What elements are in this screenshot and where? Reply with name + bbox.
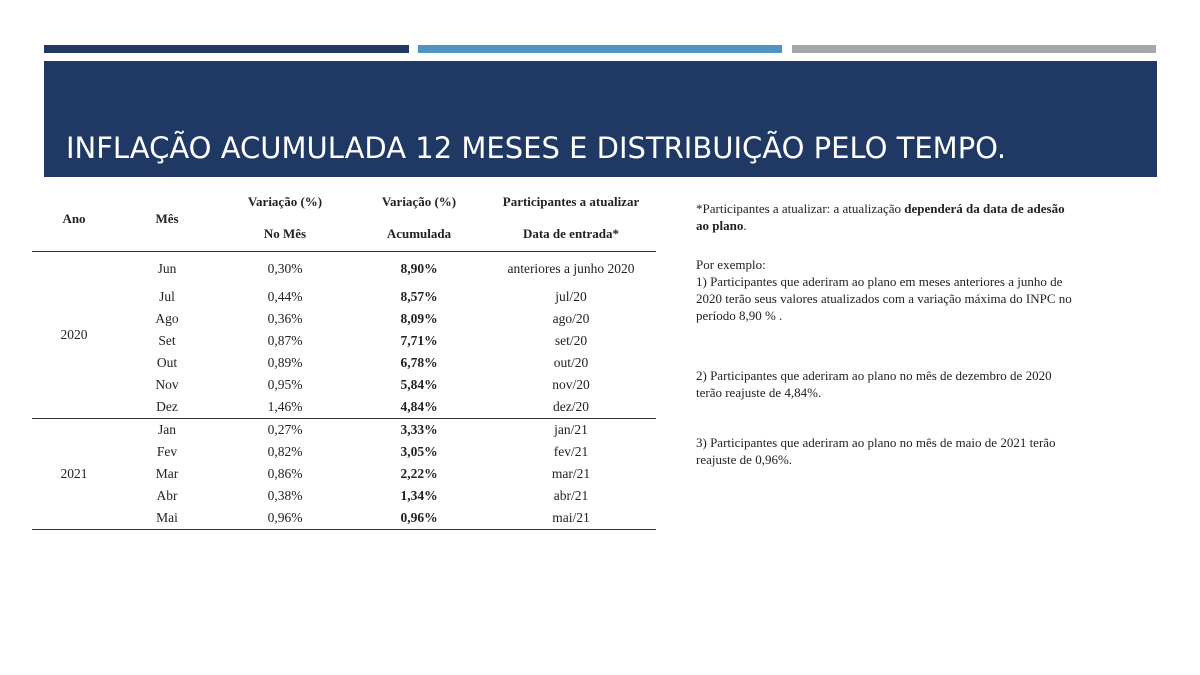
data-entrada-cell: nov/20 (552, 377, 590, 392)
table-row (32, 463, 656, 485)
table-row (32, 352, 656, 374)
variacao-mes-cell: 0,86% (267, 466, 303, 481)
variacao-acumulada-cell: 1,34% (400, 488, 438, 503)
title-band (44, 61, 1157, 177)
data-entrada-cell: set/20 (554, 333, 588, 348)
variacao-acumulada-cell: 6,78% (400, 355, 438, 370)
data-entrada-cell: jul/20 (555, 289, 587, 304)
accent-bar-gray (792, 45, 1156, 53)
slide-title: INFLAÇÃO ACUMULADA 12 MESES E DISTRIBUIÇÃO PELO TEMPO. (66, 131, 1007, 165)
variacao-mes-cell: 0,30% (267, 261, 303, 276)
data-entrada-cell: fev/21 (553, 444, 589, 459)
header-variacao-mes-top: Variação (%) (247, 194, 323, 209)
notes-item-2: 2) Participantes que aderiram ao plano no mês de dezembro de 2020 terão reajuste de 4,84%. (696, 368, 1052, 400)
data-entrada-cell: out/20 (553, 355, 589, 370)
table-row (32, 374, 656, 396)
notes-panel (696, 200, 1076, 468)
variacao-acumulada-cell: 5,84% (400, 377, 438, 392)
notes-example-label: Por exemplo: (696, 257, 766, 272)
month-cell: Set (158, 333, 176, 348)
table-row (32, 252, 656, 287)
month-cell: Nov (155, 377, 179, 392)
variacao-acumulada-cell: 0,96% (352, 507, 486, 530)
variacao-mes-cell: 0,95% (267, 377, 303, 392)
table-row (32, 507, 656, 530)
table-row (32, 286, 656, 308)
notes-intro-bold: dependerá da data de adesão ao plano (696, 201, 1065, 233)
notes-item-3: 3) Participantes que aderiram ao plano no mês de maio de 2021 terão reajuste de 0,96%. (696, 435, 1056, 467)
table-row (32, 485, 656, 507)
variacao-acumulada-cell: 3,33% (400, 422, 438, 437)
month-cell: Out (156, 355, 178, 370)
year-cell: 2021 (32, 419, 116, 530)
header-variacao-acumulada-top: Variação (%) (381, 194, 457, 209)
table-row (32, 396, 656, 419)
variacao-mes-cell: 0,82% (267, 444, 303, 459)
month-cell: Abr (156, 488, 178, 503)
inflation-table (32, 187, 656, 530)
table-row (32, 308, 656, 330)
variacao-acumulada-cell: 4,84% (352, 396, 486, 419)
header-variacao-mes-bottom: No Mês (263, 226, 307, 241)
variacao-mes-cell: 0,27% (267, 422, 303, 437)
notes-intro-end: . (743, 218, 747, 233)
data-entrada-cell: mai/21 (486, 507, 656, 530)
variacao-mes-cell: 0,44% (267, 289, 303, 304)
month-cell: Jul (159, 289, 175, 304)
variacao-mes-cell: 0,89% (267, 355, 303, 370)
variacao-acumulada-cell: 8,90% (400, 261, 438, 276)
accent-bar-dark (44, 45, 409, 53)
variacao-acumulada-cell: 2,22% (400, 466, 438, 481)
header-participantes-bottom: Data de entrada* (522, 226, 620, 241)
month-cell: Jun (157, 261, 177, 276)
notes-intro-plain: *Participantes a atualizar: a atualização (696, 201, 905, 216)
header-variacao-acumulada-bottom: Acumulada (386, 226, 452, 241)
data-entrada-cell: anteriores a junho 2020 (507, 261, 635, 276)
variacao-mes-cell: 0,38% (267, 488, 303, 503)
data-entrada-cell: jan/21 (554, 422, 588, 437)
notes-item-1: 1) Participantes que aderiram ao plano em meses anteriores a junho de 2020 terão seus valores atualizados com a variação máxima do INPC no período 8,90 % . (696, 274, 1072, 323)
month-cell: Mar (155, 466, 179, 481)
month-cell: Mai (116, 507, 218, 530)
table-row (32, 419, 656, 442)
data-entrada-cell: ago/20 (552, 311, 590, 326)
month-cell: Jan (158, 422, 176, 437)
variacao-mes-cell: 1,46% (218, 396, 352, 419)
year-cell: 2020 (32, 252, 116, 419)
data-entrada-cell: mar/21 (551, 466, 591, 481)
notes-intro (696, 200, 1076, 234)
month-cell: Fev (156, 444, 178, 459)
accent-bar-blue (418, 45, 782, 53)
variacao-mes-cell: 0,87% (267, 333, 303, 348)
variacao-acumulada-cell: 8,57% (400, 289, 438, 304)
variacao-mes-cell: 0,36% (267, 311, 303, 326)
header-ano: Ano (62, 211, 86, 226)
header-mes: Mês (155, 211, 179, 226)
data-entrada-cell: dez/20 (486, 396, 656, 419)
variacao-acumulada-cell: 8,09% (400, 311, 438, 326)
variacao-mes-cell: 0,96% (218, 507, 352, 530)
table-row (32, 330, 656, 352)
month-cell: Dez (116, 396, 218, 419)
data-entrada-cell: abr/21 (553, 488, 589, 503)
variacao-acumulada-cell: 3,05% (400, 444, 438, 459)
header-participantes-top: Participantes a atualizar (502, 194, 640, 209)
month-cell: Ago (155, 311, 179, 326)
table-row (32, 441, 656, 463)
table-body (32, 252, 656, 530)
variacao-acumulada-cell: 7,71% (400, 333, 438, 348)
